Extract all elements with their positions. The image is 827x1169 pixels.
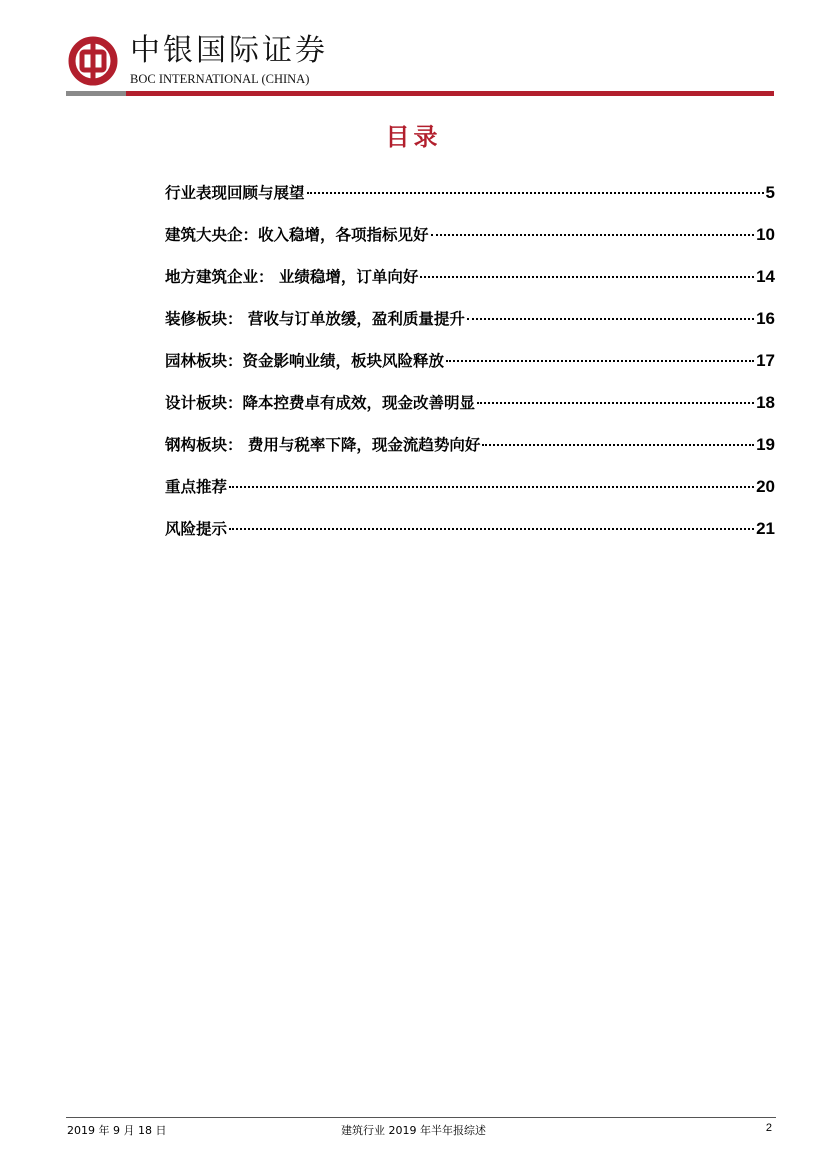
header-rule-red (126, 91, 774, 96)
toc-entry-text: 设计板块：降本控费卓有成效，现金改善明显 (165, 394, 476, 412)
toc-entry[interactable] (165, 178, 775, 220)
toc-entry-page: 17 (756, 351, 775, 370)
toc-entry[interactable] (165, 514, 775, 556)
toc-entry-page: 5 (765, 183, 775, 202)
toc-leader-dots (229, 486, 754, 488)
toc-entry-text: 园林板块：资金影响业绩，板块风险释放 (165, 352, 445, 370)
brand-name-en: BOC INTERNATIONAL (CHINA) (130, 72, 310, 86)
toc-leader-dots (477, 402, 754, 404)
header-rule-gray (66, 91, 126, 96)
toc-entry[interactable] (165, 388, 775, 430)
toc-entry-text: 钢构板块： 费用与税率下降，现金流趋势向好 (165, 436, 481, 454)
toc-entry-text: 地方建筑企业： 业绩稳增，订单向好 (165, 268, 419, 286)
toc-entry[interactable] (165, 304, 775, 346)
toc-entry-page: 21 (756, 519, 775, 538)
toc-entry[interactable] (165, 346, 775, 388)
toc-leader-dots (431, 234, 755, 236)
toc-entry[interactable] (165, 472, 775, 514)
brand-name-cn: 中银国际证券 (130, 33, 328, 68)
toc-leader-dots (420, 276, 754, 278)
toc-entry[interactable] (165, 430, 775, 472)
page-header (0, 0, 827, 100)
toc-entry[interactable] (165, 262, 775, 304)
toc-entry-page: 18 (756, 393, 775, 412)
toc-entry-text: 行业表现回顾与展望 (165, 184, 305, 202)
toc-leader-dots (467, 318, 754, 320)
toc-entry-text: 装修板块： 营收与订单放缓，盈利质量提升 (165, 310, 465, 328)
footer-report-title: 建筑行业 2019 年半年报综述 (341, 1124, 486, 1137)
toc-entry-text: 建筑大央企：收入稳增，各项指标见好 (165, 226, 429, 244)
boc-logo-icon (68, 36, 118, 86)
table-of-contents (165, 178, 775, 556)
toc-title: 目录 (385, 123, 442, 151)
toc-leader-dots (307, 192, 764, 194)
footer-rule (66, 1117, 776, 1118)
toc-leader-dots (446, 360, 754, 362)
toc-entry-page: 10 (756, 225, 775, 244)
footer-date: 2019 年 9 月 18 日 (67, 1124, 167, 1137)
footer-page-number: 2 (765, 1122, 772, 1134)
toc-entry-text: 重点推荐 (165, 478, 228, 496)
toc-entry-page: 16 (756, 309, 775, 328)
toc-entry-page: 14 (756, 267, 775, 286)
toc-entry[interactable] (165, 220, 775, 262)
toc-entry-text: 风险提示 (165, 520, 228, 538)
toc-entry-page: 19 (756, 435, 775, 454)
toc-entry-page: 20 (756, 477, 775, 496)
toc-leader-dots (229, 528, 754, 530)
toc-leader-dots (482, 444, 754, 446)
